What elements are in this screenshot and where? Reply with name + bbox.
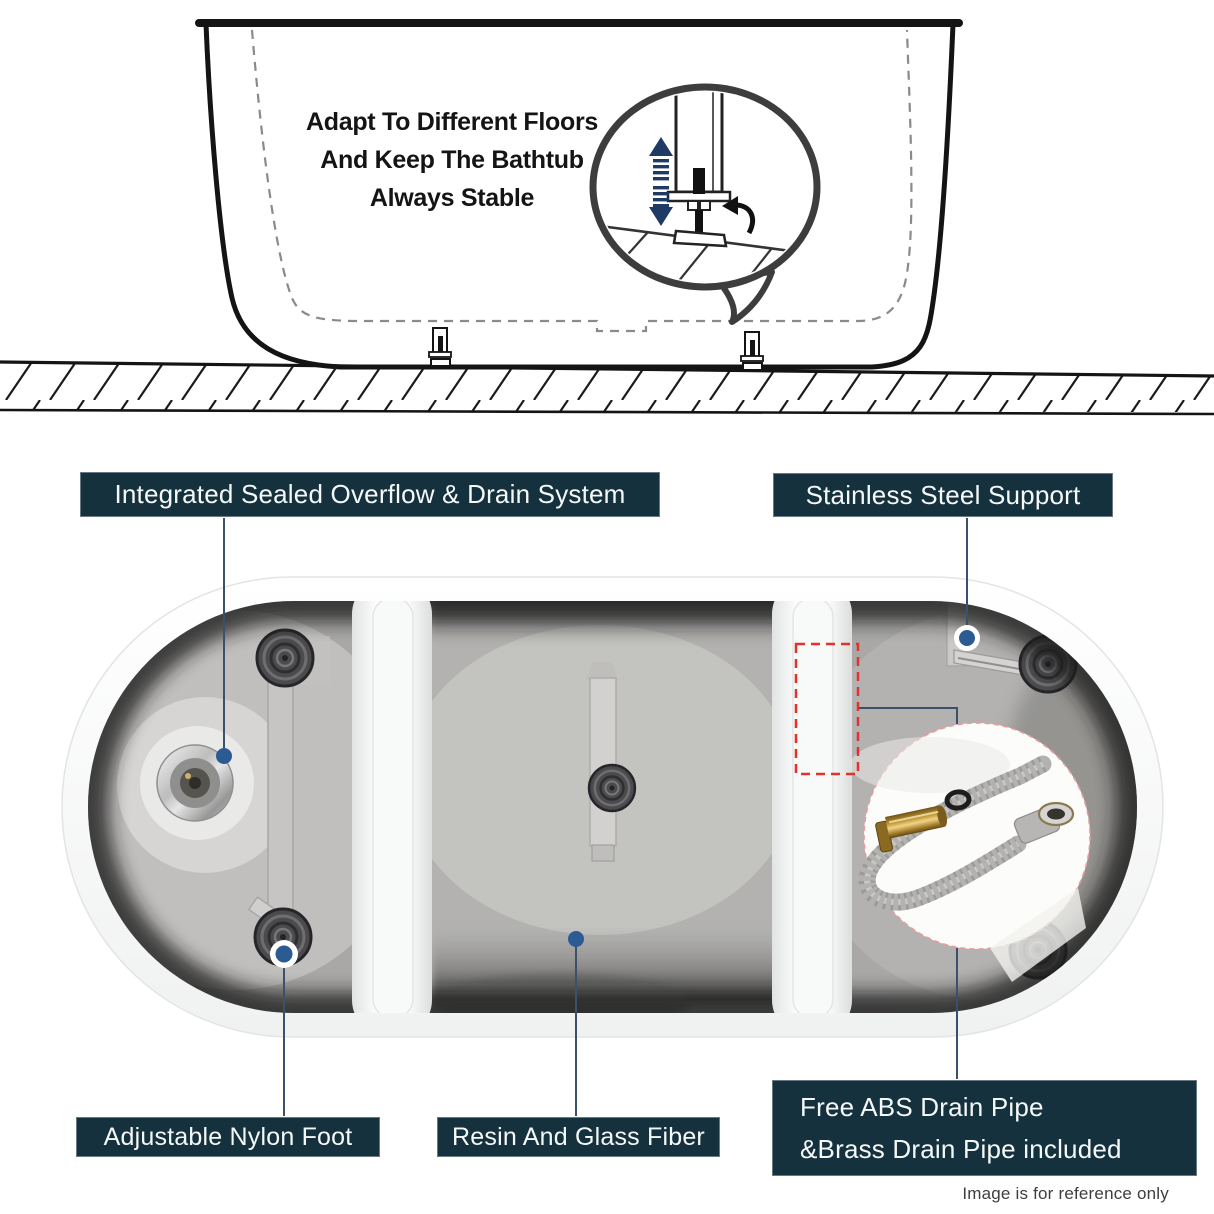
marker-resin-fiber — [568, 931, 584, 947]
bathtub-underside-photo — [55, 577, 1170, 1037]
tub-foot-left-drawing — [429, 328, 451, 366]
caption-line-2: And Keep The Bathtub — [320, 146, 584, 174]
marker-stainless-support — [954, 625, 980, 651]
rib-left — [352, 578, 432, 1036]
foot-center — [589, 765, 635, 811]
marker-nylon-foot — [270, 940, 298, 968]
drain-assembly — [140, 726, 254, 840]
caption-line-1: Adapt To Different Floors — [305, 108, 599, 136]
center-support-strip — [586, 662, 618, 861]
rib-right — [772, 578, 852, 1036]
reference-footnote: Image is for reference only — [962, 1184, 1169, 1203]
stability-caption — [306, 103, 598, 217]
callout-stainless-support: Stainless Steel Support — [773, 473, 1113, 517]
callout-resin-fiber: Resin And Glass Fiber — [437, 1117, 720, 1157]
callout-drain-pipes-line-2: &Brass Drain Pipe included — [800, 1134, 1122, 1164]
floor-hatch-band — [0, 362, 1214, 414]
bathtub-cross-section-drawing — [0, 23, 1214, 414]
foot-rear-left — [257, 630, 313, 686]
callout-drain-pipes — [772, 1080, 1197, 1176]
caption-line-3: Always Stable — [369, 184, 535, 212]
callout-nylon-foot: Adjustable Nylon Foot — [76, 1117, 380, 1157]
marker-overflow-drain — [216, 748, 232, 764]
tub-foot-right-drawing — [741, 332, 763, 370]
callout-drain-pipes-line-1: Free ABS Drain Pipe — [800, 1092, 1044, 1122]
callout-overflow-drain: Integrated Sealed Overflow & Drain System — [80, 472, 660, 517]
